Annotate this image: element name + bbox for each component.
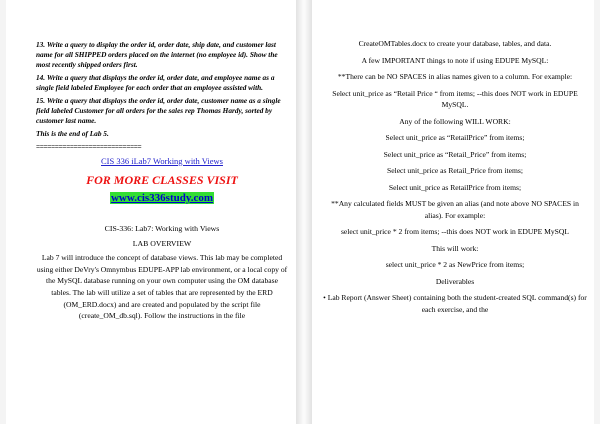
course-heading: CIS-336: Lab7: Working with Views <box>104 224 220 233</box>
deliverables-heading: Deliverables <box>435 276 475 286</box>
instructions-continued: CreateOMTables.docx to create your database, tables, and data. <box>358 39 552 48</box>
page-gutter <box>296 0 312 424</box>
good-example-5: select unit_price * 2 as NewPrice from items; <box>385 260 525 269</box>
question-15: 15. Write a query that displays the order id, order date, customer name as a single field labeled Customer for all orders for the sales rep Thomas Hardy, sorted by customer last name. <box>36 96 281 125</box>
overview-paragraph: Lab 7 will introduce the concept of database views. This lab may be completed using either DeVry's Omnymbus EDUPE-APP lab environment, or a local copy of the MySQL database running on your own computer using the OM database tables. The lab will utilize a set of tables that are represented by the ERD (OM_ERD.docx) and are created and populated by the script file (create_OM_db.sql). Follow the instructions in the file <box>36 253 288 321</box>
bad-example-1: Select unit_price as “Retail Price “ from items; --this does NOT work in EDUPE MySQL. <box>332 88 578 109</box>
lab-link-title[interactable]: CIS 336 iLab7 Working with Views <box>101 156 223 166</box>
separator-rule: ============================ <box>36 142 142 151</box>
good-example-4: Select unit_price as RetailPrice from items; <box>388 182 522 192</box>
alias-spaces-rule: **There can be NO SPACES in alias names given to a column. For example: <box>337 72 573 81</box>
end-of-lab-note: This is the end of Lab 5. <box>36 129 109 138</box>
bad-example-2: select unit_price * 2 from items; --this does NOT work in EDUPE MySQL <box>340 227 570 236</box>
left-page <box>6 0 296 424</box>
right-page <box>312 0 594 424</box>
good-example-2: Select unit_price as “Retail_Price” from items; <box>383 149 527 159</box>
deliverable-item: • Lab Report (Answer Sheet) containing both the student-created SQL command(s) for each exercise, and the <box>323 293 587 314</box>
calculated-fields-rule: **Any calculated fields MUST be given an alias (and note above NO SPACES in alias). For example: <box>331 199 579 220</box>
will-work-heading: Any of the following WILL WORK: <box>399 116 511 126</box>
question-13: 13. Write a query to display the order id, order date, ship date, and customer last name for all SHIPPED orders placed on the internet (no employee id). Show the most recently shipped orders first. <box>36 40 278 69</box>
question-14: 14. Write a query that displays the order id, order date, and employee name as a single field labeled Employee for each order that an employee assisted with. <box>36 73 275 92</box>
website-link-text: www.cis336study.com <box>110 192 214 204</box>
this-will-work-label: This will work: <box>431 243 479 253</box>
website-link[interactable] <box>36 191 288 205</box>
good-example-1: Select unit_price as “RetailPrice” from items; <box>385 133 525 142</box>
overview-heading: LAB OVERVIEW <box>132 238 192 248</box>
important-notes-heading: A few IMPORTANT things to note if using EDUPE MySQL: <box>361 55 549 65</box>
good-example-3: Select unit_price as Retail_Price from items; <box>386 166 524 175</box>
more-classes-heading: FOR MORE CLASSES VISIT <box>86 173 238 187</box>
